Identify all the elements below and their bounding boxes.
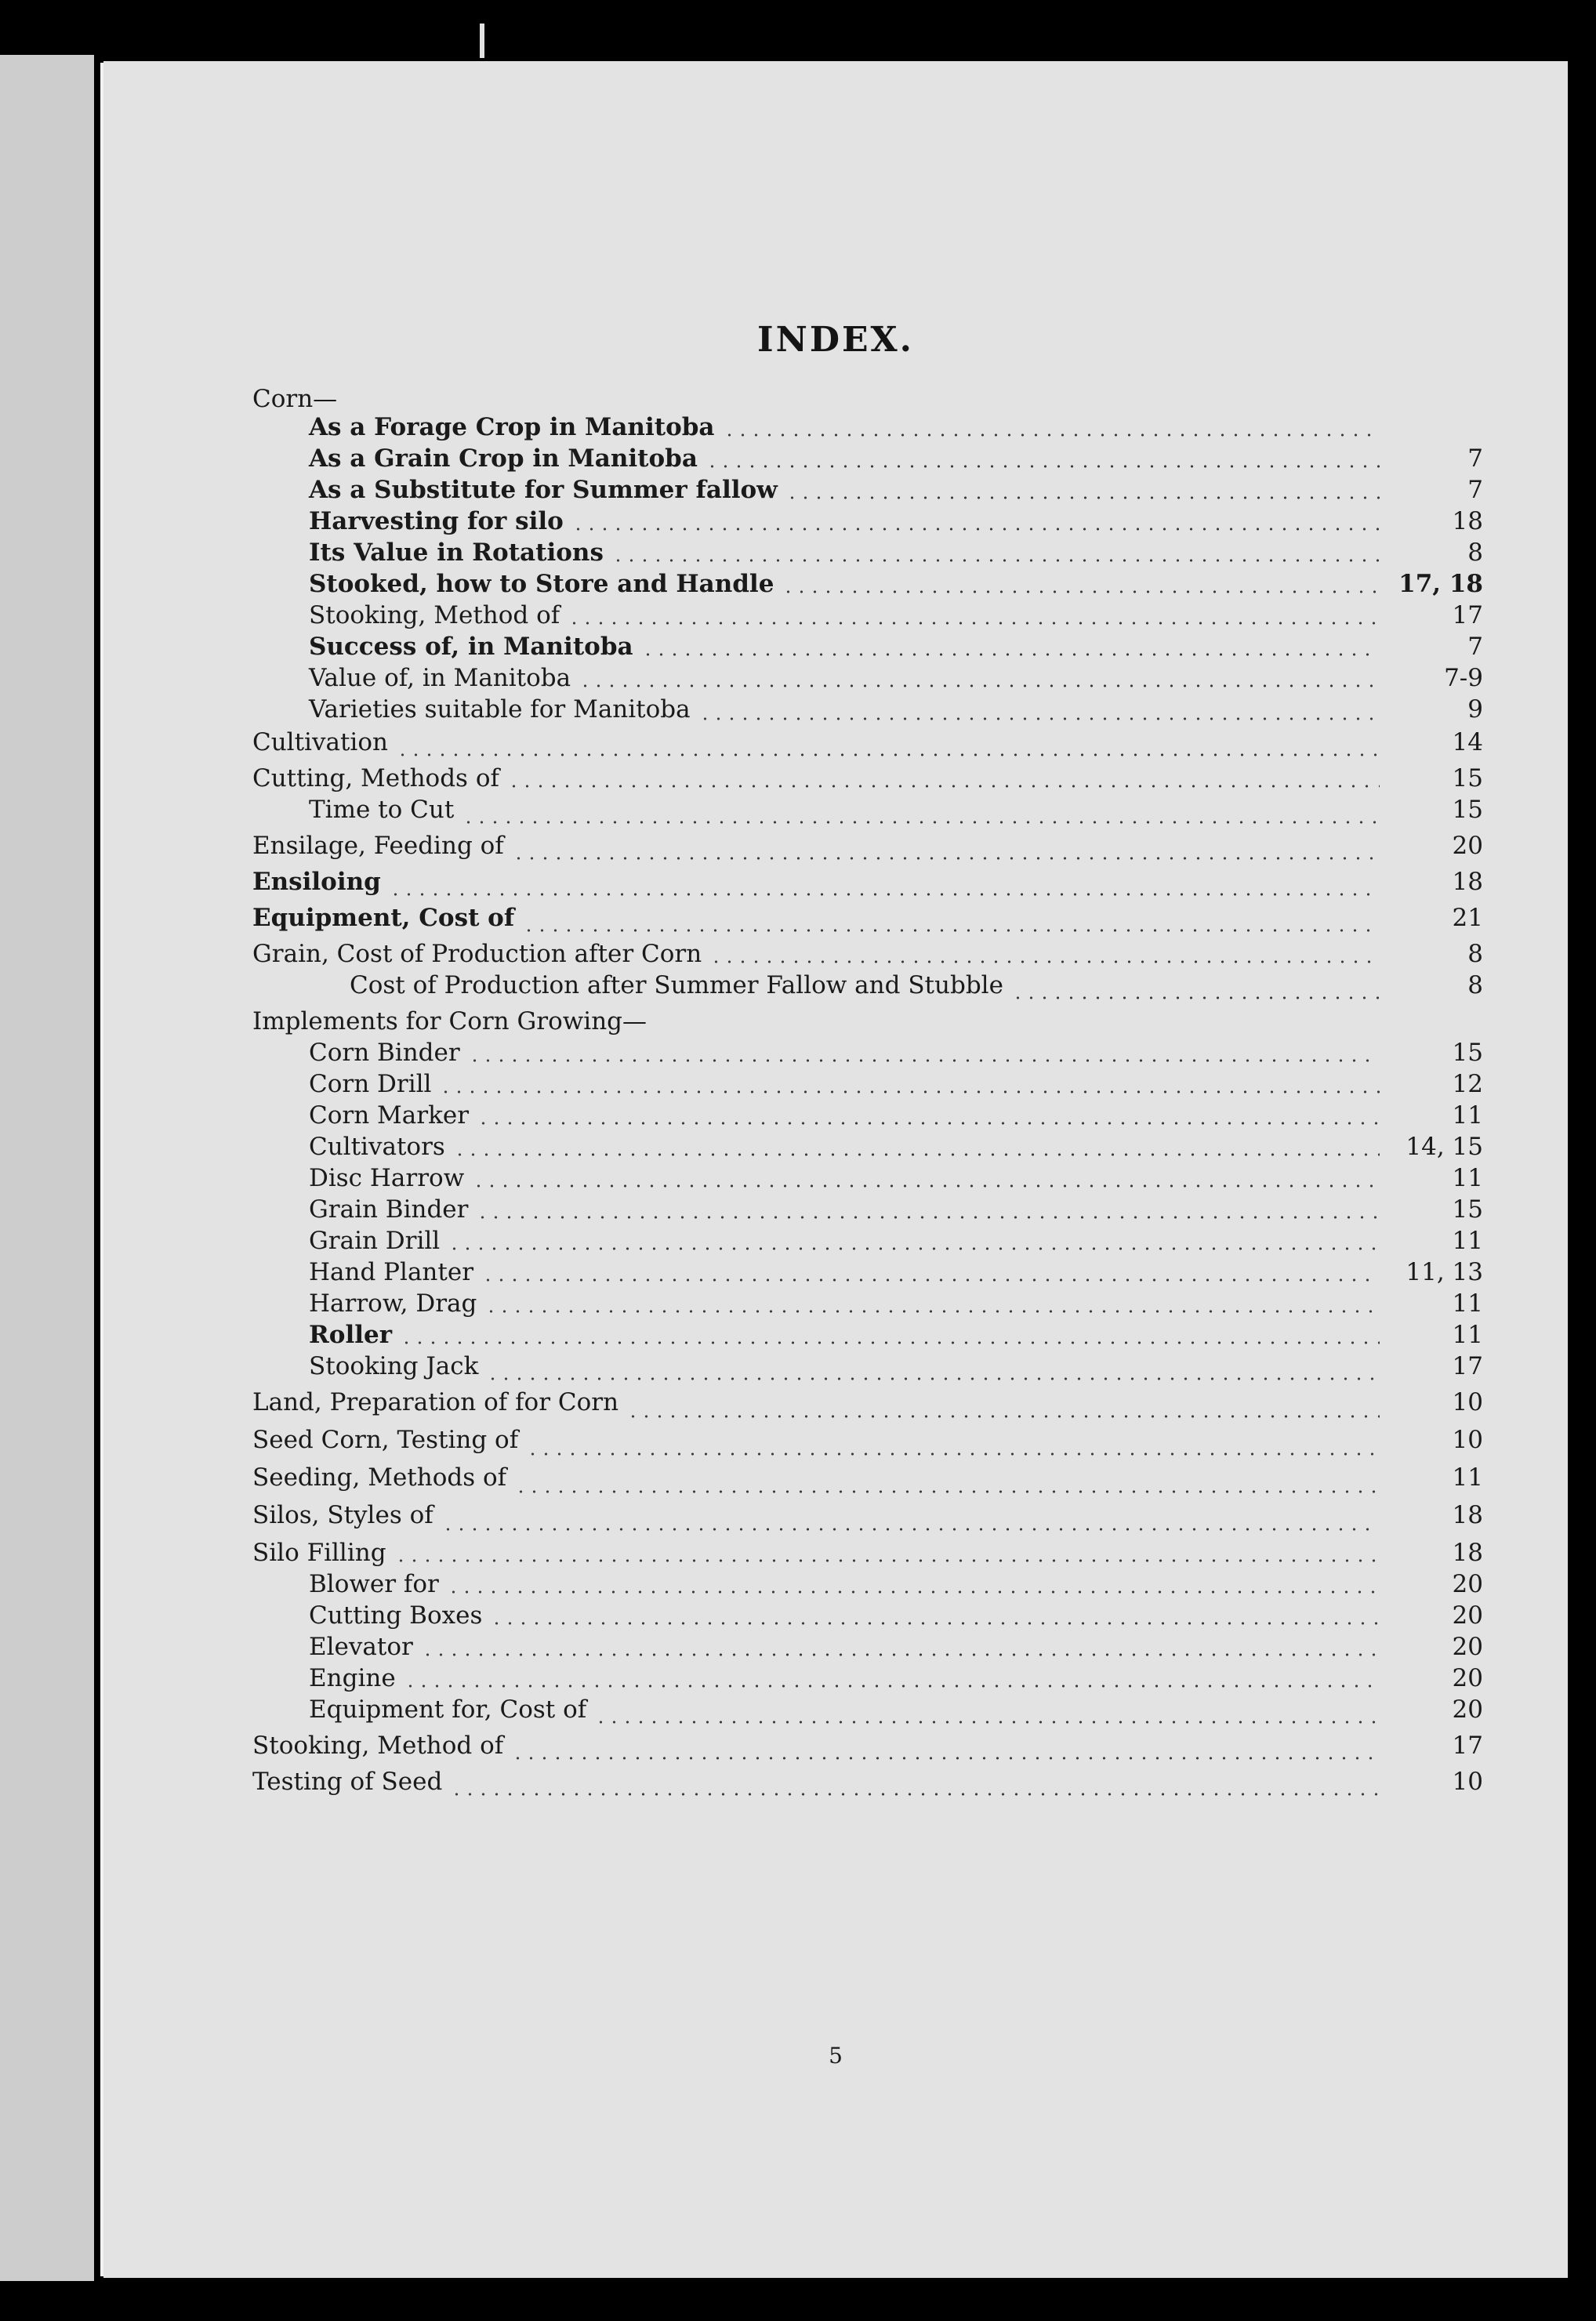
index-entry-page: 7 <box>1467 444 1483 473</box>
index-entry-label: Cultivation <box>252 728 388 756</box>
index-entry-page: 12 <box>1452 1070 1483 1098</box>
index-entry-page: 20 <box>1452 1570 1483 1598</box>
index-entry <box>252 1388 1483 1426</box>
index-entry-page: 8 <box>1467 539 1483 567</box>
index-entry-page: 10 <box>1452 1388 1483 1416</box>
dot-leader <box>421 1652 1380 1657</box>
dot-leader <box>785 495 1380 500</box>
index-entry-page: 11 <box>1452 1101 1483 1130</box>
index-entry-page: 9 <box>1467 695 1483 723</box>
index-entry <box>252 1633 1483 1664</box>
dot-leader <box>594 1720 1380 1724</box>
dot-leader <box>514 1489 1380 1494</box>
index-entry-page: 18 <box>1452 868 1483 896</box>
index-entry <box>252 1768 1483 1804</box>
dot-leader <box>571 527 1380 531</box>
index-entry <box>252 1007 1483 1039</box>
index-entry-page: 7 <box>1467 633 1483 661</box>
index-entry-page: 11 <box>1452 1227 1483 1255</box>
index-entry <box>252 1695 1483 1732</box>
index-entry-label: Elevator <box>309 1633 413 1661</box>
index-entry <box>252 1463 1483 1501</box>
index-entry-label: Cost of Production after Summer Fallow and Stubble <box>350 971 1003 999</box>
dot-leader <box>611 558 1380 563</box>
index-entry-label: Corn Marker <box>309 1101 470 1130</box>
index-entry-label: Equipment, Cost of <box>252 904 515 932</box>
index-entry-page: 15 <box>1452 1195 1483 1224</box>
index-entry-label: Ensilage, Feeding of <box>252 832 504 860</box>
index-entry-label: Cultivators <box>309 1133 445 1161</box>
index-entry-label: Stooking, Method of <box>252 1732 504 1760</box>
index-entry-label: Seeding, Methods of <box>252 1463 507 1492</box>
dot-leader <box>396 753 1380 757</box>
dot-leader <box>709 959 1380 964</box>
dot-leader <box>400 1340 1380 1345</box>
index-entry <box>252 728 1483 764</box>
dot-leader <box>441 1527 1380 1532</box>
index-entry <box>252 940 1483 971</box>
index-entry <box>252 664 1483 695</box>
index-entry-label: Silo Filling <box>252 1539 386 1567</box>
index-entry-page: 17, 18 <box>1398 570 1483 598</box>
dot-leader <box>389 892 1380 897</box>
dot-leader <box>439 1090 1380 1094</box>
index-entry <box>252 904 1483 940</box>
index-entry <box>252 1227 1483 1258</box>
dot-leader <box>522 928 1380 933</box>
index-entry-page: 20 <box>1452 1664 1483 1692</box>
index-entry-label: Hand Planter <box>309 1258 474 1286</box>
index-entry <box>252 570 1483 601</box>
index-entry <box>252 1195 1483 1227</box>
dot-leader <box>453 1152 1380 1157</box>
dot-leader <box>472 1184 1380 1188</box>
dot-leader <box>486 1376 1380 1381</box>
index-entry-label: Implements for Corn Growing— <box>252 1007 647 1035</box>
dot-leader <box>641 652 1380 657</box>
index-entry-page: 11 <box>1452 1321 1483 1349</box>
index-entry <box>252 1258 1483 1289</box>
index-entry <box>252 507 1483 539</box>
index-entry <box>252 1352 1483 1388</box>
dot-leader <box>447 1590 1380 1594</box>
index-entry-page: 8 <box>1467 971 1483 999</box>
index-entry-label: Cutting, Methods of <box>252 764 499 792</box>
index-entry-label: Seed Corn, Testing of <box>252 1426 519 1454</box>
index-entry-page: 21 <box>1452 904 1483 932</box>
index-entry-label: Grain, Cost of Production after Corn <box>252 940 702 968</box>
dot-leader <box>706 464 1380 469</box>
index-entry-page: 14, 15 <box>1406 1133 1483 1161</box>
index-entry-label: As a Forage Crop in Manitoba <box>309 413 715 441</box>
dot-leader <box>476 1215 1380 1220</box>
dot-leader <box>579 684 1380 688</box>
dot-leader <box>404 1684 1380 1688</box>
index-entry <box>252 633 1483 664</box>
index-entry-label: Stooking, Method of <box>309 601 560 629</box>
page-number: 5 <box>829 2043 843 2069</box>
index-entry-page: 11 <box>1452 1164 1483 1192</box>
index-entry-label: Disc Harrow <box>309 1164 465 1192</box>
index-entry-label: Success of, in Manitoba <box>309 633 633 661</box>
index-entry-label: Land, Preparation of for Corn <box>252 1388 619 1416</box>
index-entry <box>252 1039 1483 1070</box>
index-entry-page: 7-9 <box>1444 664 1483 692</box>
index-entry-label: As a Grain Crop in Manitoba <box>309 444 698 473</box>
index-entry-page: 7 <box>1467 476 1483 504</box>
index-entry <box>252 476 1483 507</box>
index-entry <box>252 601 1483 633</box>
index-entry-page: 10 <box>1452 1426 1483 1454</box>
index-entry-page: 18 <box>1452 507 1483 535</box>
index-entry-label: Ensiloing <box>252 868 381 896</box>
dot-leader <box>782 589 1380 594</box>
index-entry <box>252 1101 1483 1133</box>
index-entry-page: 8 <box>1467 940 1483 968</box>
index-entry-label: Engine <box>309 1664 396 1692</box>
facing-page-edge <box>0 55 94 2281</box>
dot-leader <box>512 856 1380 861</box>
index-entry <box>252 1539 1483 1570</box>
index-entry-page: 15 <box>1452 796 1483 824</box>
index-entry-label: Grain Drill <box>309 1227 441 1255</box>
index-entry <box>252 444 1483 476</box>
dot-leader <box>568 621 1380 626</box>
dot-leader <box>477 1121 1380 1126</box>
index-entry <box>252 971 1483 1007</box>
index-entry <box>252 832 1483 868</box>
dot-leader <box>481 1278 1380 1282</box>
dot-leader <box>468 1058 1380 1063</box>
index-entry <box>252 1601 1483 1633</box>
dot-leader <box>507 784 1380 789</box>
index-entry-label: Corn— <box>252 385 338 413</box>
dot-leader <box>462 820 1380 825</box>
index-entry-page: 20 <box>1452 1633 1483 1661</box>
index-entry <box>252 385 1483 413</box>
index-entry-page: 15 <box>1452 1039 1483 1067</box>
index-list <box>252 385 1483 1804</box>
index-entry-page: 11 <box>1452 1289 1483 1318</box>
index-entry <box>252 1732 1483 1768</box>
index-entry-page: 17 <box>1452 1732 1483 1760</box>
index-entry <box>252 764 1483 796</box>
index-entry-label: Stooked, how to Store and Handle <box>309 570 774 598</box>
index-entry-label: Stooking Jack <box>309 1352 479 1380</box>
index-entry-page: 20 <box>1452 832 1483 860</box>
index-entry-label: Varieties suitable for Manitoba <box>309 695 691 723</box>
dot-leader <box>626 1414 1380 1419</box>
index-entry-page: 20 <box>1452 1601 1483 1630</box>
index-entry-page: 18 <box>1452 1501 1483 1529</box>
index-entry <box>252 1321 1483 1352</box>
index-entry <box>252 413 1483 444</box>
index-entry-page: 20 <box>1452 1695 1483 1724</box>
index-entry-label: Roller <box>309 1321 393 1349</box>
index-entry-label: Harvesting for silo <box>309 507 564 535</box>
index-entry <box>252 539 1483 570</box>
dot-leader <box>698 716 1380 721</box>
index-entry-label: As a Substitute for Summer fallow <box>309 476 778 504</box>
index-entry-label: Value of, in Manitoba <box>309 664 571 692</box>
index-entry-label: Cutting Boxes <box>309 1601 483 1630</box>
index-entry-page: 18 <box>1452 1539 1483 1567</box>
dot-leader <box>448 1246 1380 1251</box>
index-entry <box>252 695 1483 728</box>
index-entry <box>252 1289 1483 1321</box>
index-entry-page: 17 <box>1452 1352 1483 1380</box>
document-page <box>103 61 1568 2278</box>
index-entry <box>252 1070 1483 1101</box>
index-entry <box>252 1164 1483 1195</box>
index-entry-label: Corn Drill <box>309 1070 432 1098</box>
dot-leader <box>526 1452 1380 1456</box>
dot-leader <box>723 433 1380 437</box>
index-entry-page: 17 <box>1452 601 1483 629</box>
page-title: INDEX. <box>757 320 914 360</box>
index-entry <box>252 868 1483 904</box>
index-entry <box>252 796 1483 832</box>
index-entry-label: Blower for <box>309 1570 439 1598</box>
index-entry-label: Corn Binder <box>309 1039 460 1067</box>
index-entry-label: Testing of Seed <box>252 1768 443 1796</box>
dot-leader <box>1011 995 1380 1000</box>
index-entry <box>252 1133 1483 1164</box>
index-entry-page: 11 <box>1452 1463 1483 1492</box>
dot-leader <box>490 1621 1380 1626</box>
binding-mark <box>480 24 484 58</box>
dot-leader <box>484 1309 1380 1314</box>
index-entry-page: 11, 13 <box>1406 1258 1483 1286</box>
index-entry-label: Silos, Styles of <box>252 1501 433 1529</box>
index-entry <box>252 1570 1483 1601</box>
index-entry-label: Time to Cut <box>309 796 455 824</box>
index-entry-label: Its Value in Rotations <box>309 539 604 567</box>
index-entry-page: 14 <box>1452 728 1483 756</box>
dot-leader <box>511 1756 1380 1761</box>
dot-leader <box>450 1792 1380 1797</box>
index-entry-page: 10 <box>1452 1768 1483 1796</box>
index-entry-page: 15 <box>1452 764 1483 792</box>
index-entry-label: Grain Binder <box>309 1195 469 1224</box>
index-entry-label: Harrow, Drag <box>309 1289 477 1318</box>
dot-leader <box>394 1558 1380 1563</box>
index-entry-label: Equipment for, Cost of <box>309 1695 587 1724</box>
index-entry <box>252 1426 1483 1463</box>
index-entry <box>252 1501 1483 1539</box>
index-entry <box>252 1664 1483 1695</box>
